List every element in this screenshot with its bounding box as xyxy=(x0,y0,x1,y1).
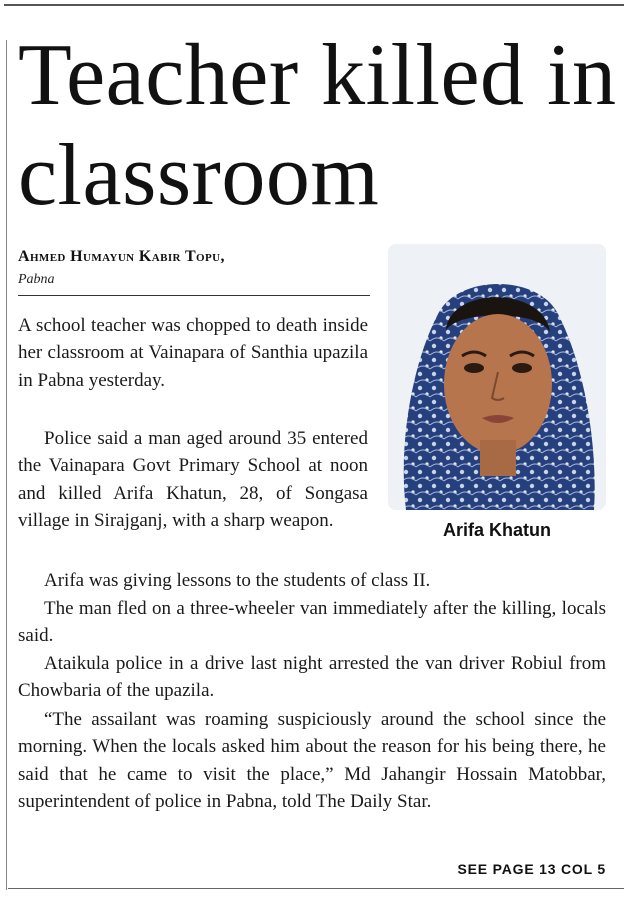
photo-caption: Arifa Khatun xyxy=(443,520,551,540)
jump-line: SEE PAGE 13 COL 5 xyxy=(457,861,606,877)
dateline: Pabna xyxy=(18,272,55,287)
article-paragraph-4: The man fled on a three-wheeler van immediately after the killing, locals said. xyxy=(18,598,606,647)
article-paragraph-2: Police said a man aged around 35 entered the Vainapara Govt Primary School at noon and killed Arifa Khatun, 28, of Songasa village in Sirajganj, with a sharp weapon. xyxy=(18,428,368,531)
left-border-rule xyxy=(6,40,7,890)
byline: Ahmed Humayun Kabir Topu, xyxy=(18,248,225,265)
article-paragraph-5: Ataikula police in a drive last night arrested the van driver Robiul from Chowbaria of the upazila. xyxy=(18,653,606,702)
bottom-border-rule xyxy=(8,888,624,889)
headline: Teacher killed in classroom xyxy=(18,27,617,224)
byline-divider xyxy=(18,295,370,296)
article-paragraph-1: A school teacher was chopped to death inside her classroom at Vainapara of Santhia upazila in Pabna yesterday. xyxy=(18,315,368,391)
portrait-photo xyxy=(388,244,606,510)
top-border-rule xyxy=(4,4,624,6)
article-paragraph-3: Arifa was giving lessons to the students of class II. xyxy=(44,570,431,591)
article-paragraph-6: “The assailant was roaming suspiciously around the school since the morning. When the locals asked him about the reason for his being there, he said that he came to visit the place,” Md Jahangir Hossain Matobbar, superintendent of police in Pabna, told The Daily Star. xyxy=(18,709,606,812)
